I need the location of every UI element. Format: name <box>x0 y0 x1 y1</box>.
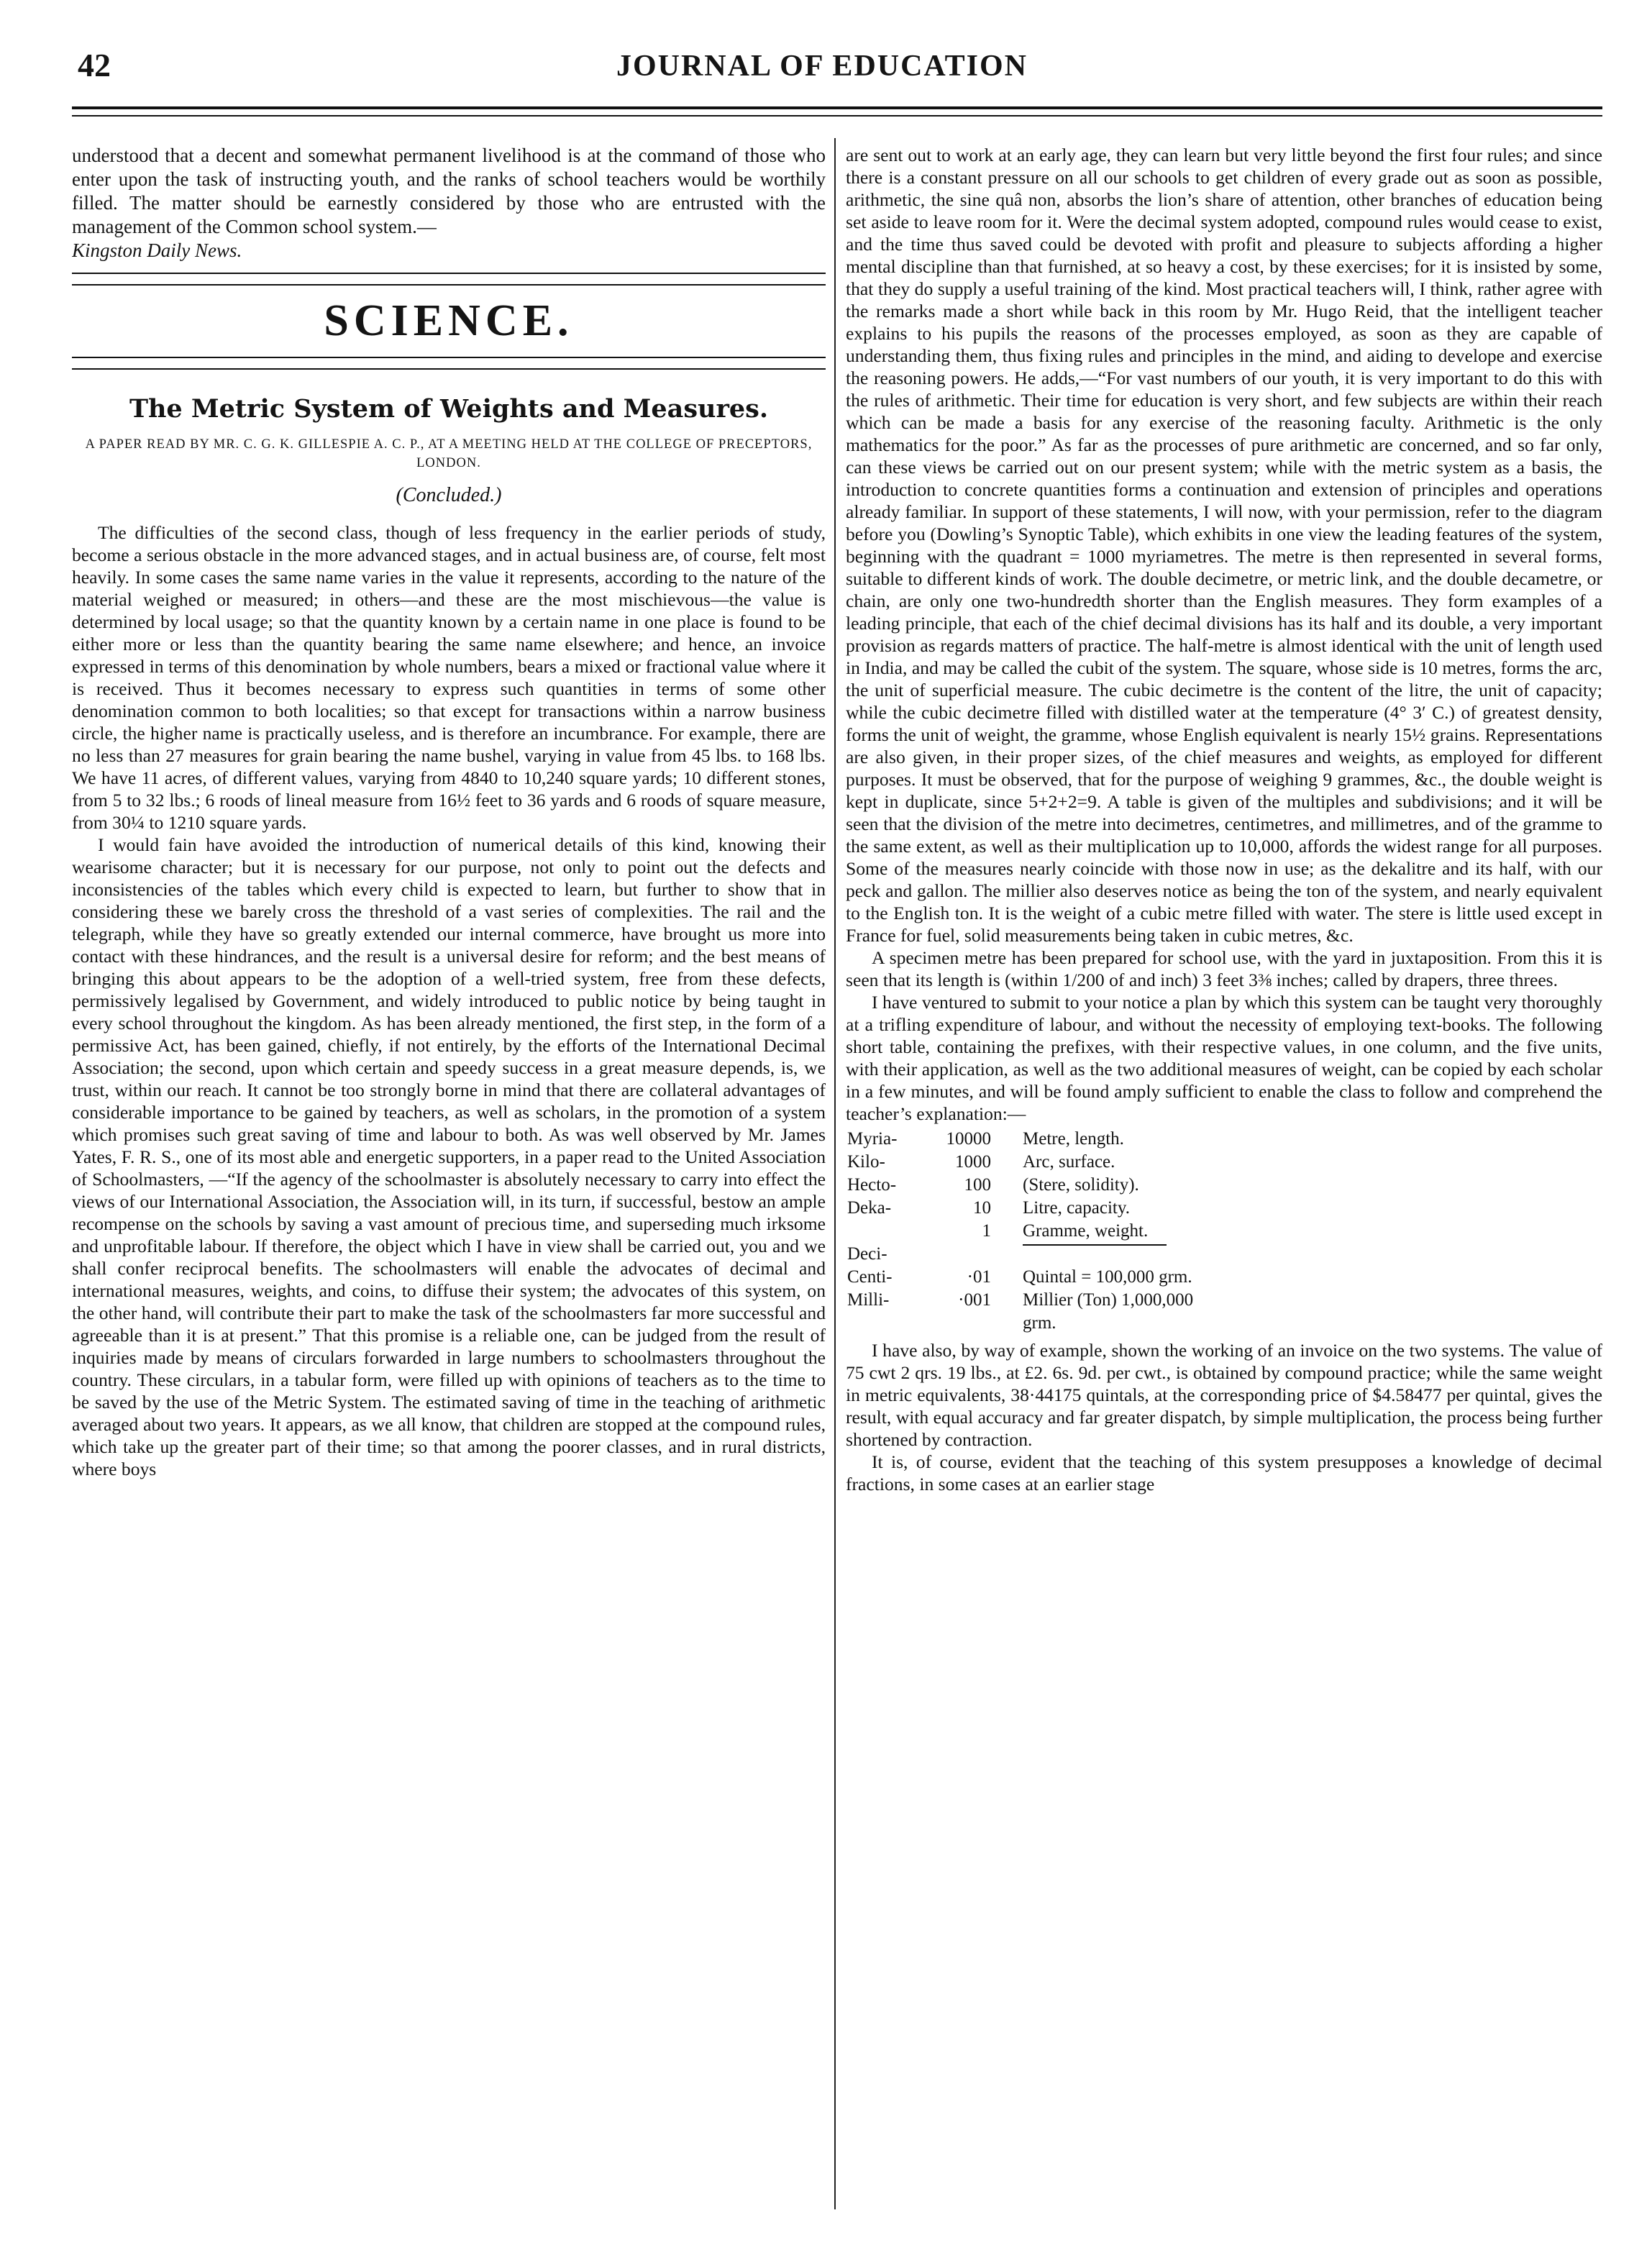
page-header <box>42 43 1602 93</box>
left-column <box>72 144 826 2216</box>
prefix-cell: Deci- <box>847 1244 887 1264</box>
value-cell <box>926 1243 1023 1266</box>
left-paragraph-1: The difficulties of the second class, though of less frequency in the earlier periods of study, become a serious obstacle in the more advanced stages, and in actual business are, of course, felt most heavily. In some cases the same name varies in the value it represents, according to the nature of the material weighed or measured; in others—and these are the most mischievous—the value is determined by local usage; so that the quantity known by a certain name in one place is found to be either more or less than the quantity bearing the same name elsewhere; and hence, an invoice expressed in terms of this denomination by whole numbers, bears a mixed or fractional value where it is received. Thus it becomes necessary to express such quantities in terms of some other denomination common to both localities; so that except for transactions within a narrow business circle, the higher name is practically useless, and is therefore an incumbrance. For example, there are no less than 27 measures for grain bearing the name bushel, varying in value from 45 lbs. to 168 lbs. We have 11 acres, of different values, varying from 4840 to 10,240 square yards; 10 different stones, from 5 to 32 lbs.; 6 roods of lineal measure from 16½ feet to 36 yards and 6 roods of square measure, from 30¼ to 1210 square yards. <box>72 522 826 833</box>
prefix-cell: Hecto- <box>847 1175 897 1195</box>
prefix-row <box>847 1197 1221 1220</box>
unit-cell: Millier (Ton) 1,000,000 grm. <box>1023 1290 1194 1333</box>
prefix-row <box>847 1243 1221 1266</box>
value-cell: ·01 <box>967 1267 991 1287</box>
unit-cell: Metre, length. <box>1023 1129 1124 1149</box>
left-paragraph-2: I would fain have avoided the introduction of numerical details of this kind, knowing their wearisome character; but it is necessary for our purpose, not only to point out the defects and inconsistencies of the tables which every child is expected to learn, but further to show that in considering these we barely cross the threshold of a vast series of complexities. The rail and the telegraph, while they have so greatly extended our internal commerce, have brought us more into contact with these hindrances, and the result is a universal desire for reform; and the best means of bringing this about appears to be the adoption of a well-tried system, free from these defects, permissively legalised by Government, and widely introduced to public notice by being taught in every school throughout the kingdom. As has been already mentioned, the first step, in the form of a permissive Act, has been gained, chiefly, if not entirely, by the efforts of the International Decimal Association; the second, upon which certain and speedy success in a great measure depends, is, we trust, within our reach. It cannot be too strongly borne in mind that there are collateral advantages of considerable importance to be gained by teachers, as well as scholars, in the promotion of a system which promises such great saving of time and labour to both. As was well observed by Mr. James Yates, F. R. S., one of its most able and energetic supporters, in a paper read to the United Association of Schoolmasters, —“If the agency of the schoolmaster is absolutely necessary to carry into effect the views of our International Association, the Association will, in its turn, if successful, bestow an ample recompense on the schools by saving a vast amount of precious time, and superseding much irksome and unprofitable labour. If therefore, the object which I have in view shall be carried out, you and we shall confer reciprocal benefits. The schoolmasters will enable the advocates of decimal and international measures, weights, and coins, to diffuse their system; the advocates of this system, on the other hand, will contribute their part to make the task of the schoolmasters far more successful and agreeable than it is at present.” That this promise is a reliable one, can be judged from the result of inquiries made by means of circulars forwarded in large numbers to schoolmasters throughout the country. These circulars, in a tabular form, were filled up with opinions of teachers as to the time to be saved by the use of the Metric System. The estimated saving of time in the teaching of arithmetic averaged about two years. It appears, as we all know, that children are stopped at the compound rules, which take up the greater part of their time; so that among the poorer classes, and in rural districts, where boys <box>72 834 826 1479</box>
prefix-cell: Deka- <box>847 1198 892 1218</box>
section-rule-bottom <box>72 357 826 370</box>
lead-source: Kingston Daily News. <box>72 239 242 261</box>
value-cell: 1000 <box>955 1152 991 1172</box>
header-rule-thick <box>72 106 1602 109</box>
unit-cell: Quintal = 100,000 grm. <box>1023 1267 1192 1287</box>
table-divider-rule <box>1023 1244 1167 1246</box>
prefix-row <box>847 1174 1221 1197</box>
concluded-note: (Concluded.) <box>396 484 502 506</box>
prefix-row <box>847 1151 1221 1174</box>
value-cell: 1 <box>982 1221 991 1241</box>
unit-cell: Arc, surface. <box>1023 1152 1115 1172</box>
right-paragraph-5: It is, of course, evident that the teaching of this system presupposes a knowledge of decimal fractions, in some cases at an earlier stage <box>846 1451 1602 1494</box>
unit-cell <box>1023 1243 1221 1266</box>
prefix-cell <box>847 1220 926 1243</box>
value-cell: ·001 <box>958 1290 991 1310</box>
right-column <box>846 144 1602 2216</box>
right-paragraph-1: are sent out to work at an early age, they can learn but very little beyond the first four rules; and since there is a constant pressure on all our schools to get children of every grade out as soon as possible, arithmetic, the sine quâ non, absorbs the lion’s share of attention, other branches of education being set aside to leave room for it. Were the decimal system adopted, compound rules would cease to exist, and the time thus saved could be devoted with profit and pleasure to subjects affording a higher mental discipline than that furnished, at so heavy a cost, by these exercises; for it is insisted by some, that they do supply a useful training of the kind. Most practical teachers will, I think, rather agree with the remarks made a short while back in this room by Mr. Hugo Reid, that the intelligent teacher explains to his pupils the reasons of the processes employed, as soon as they are capable of understanding them, thus fixing rules and principles in the mind, and aiding to develope and exercise the reasoning powers. He adds,—“For vast numbers of our youth, it is very important to do this with the rules of arithmetic. Their time for education is very short, and few subjects are within their reach which can be made a basis for any exercise of the reasoning faculty. Arithmetic is the only mathematics for the poor.” As far as the processes of pure arithmetic are concerned, and so far only, can these views be carried out on our present system; while with the metric system as a basis, the introduction to concrete quantities forms a continuation and extension of principles and operations already familiar. In support of these statements, I will now, with your permission, refer to the diagram before you (Dowling’s Synoptic Table), which exhibits in one view the leading features of the system, beginning with the quadrant = 1000 myriametres. The metre is then represented in several forms, suitable to different kinds of work. The double decimetre, or metric link, and the double decametre, or chain, are only one two-hundredth shorter than the English measures. They form examples of a leading principle, that each of the chief decimal divisions has its half and its double, a very important provision as regards matters of practice. The half-metre is almost identical with the unit of length used in India, and may be called the cubit of the system. The square, whose side is 10 metres, forms the arc, the unit of superficial measure. The cubic decimetre is the content of the litre, the unit of capacity; while the cubic decimetre filled with distilled water at the temperature (4° 3′ C.) of greatest density, forms the unit of weight, the gramme, whose English equivalent is nearly 15½ grains. Representations are also given, in their proper sizes, of the chief measures and weights, as employed for different purposes. It must be observed, that for the purpose of weighing 9 grammes, &c., the double weight is kept in duplicate, since 5+2+2=9. A table is given of the multiples and subdivisions; and it will be seen that the division of the metre into decimetres, centimetres, and millimetres, and of the gramme to the same extent, as well as their multiplication up to 10,000, affords the widest range for all purposes. Some of the measures nearly coincide with those now in use; as the dekalitre and its half, with our peck and gallon. The millier also deserves notice as being the ton of the system, and nearly equivalent to the English ton. It is the weight of a cubic metre filled with water. The stere is little used except in France for fuel, solid measurements being taken in cubic metres, &c. <box>846 145 1602 946</box>
section-heading: SCIENCE. <box>324 296 574 345</box>
running-title: JOURNAL OF EDUCATION <box>616 50 1028 83</box>
right-paragraph-2: A specimen metre has been prepared for school use, with the yard in juxtaposition. From this it is seen that its length is (within 1/200 of and inch) 3 feet 3⅜ inches; called by drapers, three threes. <box>846 947 1602 990</box>
article-title: The Metric System of Weights and Measures. <box>129 394 769 424</box>
section-rule-top <box>72 273 826 286</box>
header-rule-thin <box>72 115 1602 117</box>
prefix-row <box>847 1266 1221 1289</box>
unit-cell: Litre, capacity. <box>1023 1198 1130 1218</box>
prefix-row <box>847 1220 1221 1243</box>
prefix-cell: Centi- <box>847 1267 893 1287</box>
value-cell: 10000 <box>946 1129 991 1149</box>
lead-paragraph-text: understood that a decent and somewhat permanent livelihood is at the command of those who enter upon the task of instructing youth, and the ranks of school teachers would be worthily filled. The matter should be earnestly considered by those who are entrusted with the management of the Common school system.— <box>72 145 826 237</box>
page-number: 42 <box>78 47 111 83</box>
lead-paragraph <box>72 144 826 263</box>
column-divider <box>834 138 836 2209</box>
prefix-row <box>847 1289 1221 1335</box>
metric-prefix-table <box>847 1128 1221 1335</box>
right-paragraph-3: I have ventured to submit to your notice a plan by which this system can be taught very thoroughly at a trifling expenditure of labour, and without the necessity of employing text-books. The following short table, containing the prefixes, with their respective values, in one column, and the five units, with their application, as well as the two additional measures of weight, can be copied by each scholar in a few minutes, and will be found amply sufficient to enable the class to follow and comprehend the teacher’s explanation:— <box>846 992 1602 1124</box>
unit-cell: Gramme, weight. <box>1023 1221 1149 1241</box>
value-cell: 100 <box>964 1175 991 1195</box>
unit-cell: (Stere, solidity). <box>1023 1175 1139 1195</box>
right-paragraph-4: I have also, by way of example, shown the working of an invoice on the two systems. The value of 75 cwt 2 qrs. 19 lbs., at £2. 6s. 9d. per cwt., is obtained by compound practice; while the same weight in metric equivalents, 38·44175 quintals, at the corresponding price of $4.58477 per quintal, gives the result, with equal accuracy and far greater dispatch, by simple multiplication, the process being further shortened by contraction. <box>846 1340 1602 1450</box>
article-byline: A PAPER READ BY MR. C. G. K. GILLESPIE A. C. P., AT A MEETING HELD AT THE COLLEGE OF PRECEPTORS, LONDON. <box>85 437 813 470</box>
prefix-cell: Kilo- <box>847 1152 885 1172</box>
prefix-cell: Myria- <box>847 1129 898 1149</box>
value-cell: 10 <box>973 1198 991 1218</box>
prefix-row <box>847 1128 1221 1151</box>
prefix-cell: Milli- <box>847 1290 890 1310</box>
